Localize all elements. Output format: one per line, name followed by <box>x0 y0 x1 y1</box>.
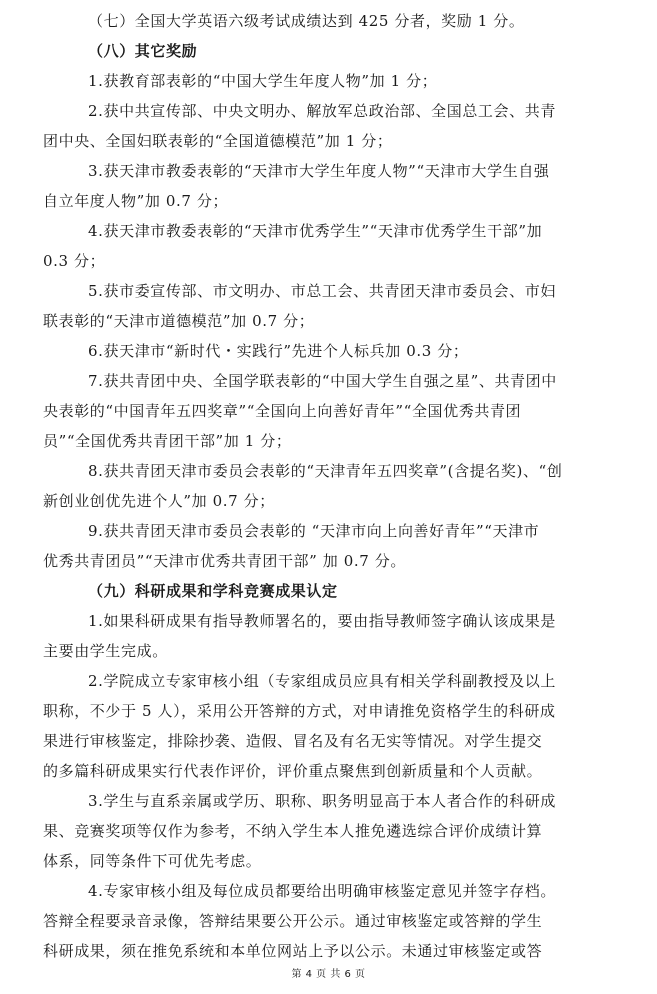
text-line: 2.学院成立专家审核小组（专家组成员应具有相关学科副教授及以上 <box>88 672 556 690</box>
text-line: 体系，同等条件下可优先考虑。 <box>43 852 262 870</box>
text-line: 央表彰的“中国青年五四奖章”“全国向上向善好青年”“全国优秀共青团 <box>43 402 522 420</box>
text-line: 4.专家审核小组及每位成员都要给出明确审核鉴定意见并签字存档。 <box>88 882 556 900</box>
text-line: 1.获教育部表彰的“中国大学生年度人物”加 1 分； <box>88 72 438 90</box>
text-line: 3.获天津市教委表彰的“天津市大学生年度人物”“天津市大学生自强 <box>88 162 550 180</box>
text-line: 科研成果，须在推免系统和本单位网站上予以公示。未通过审核鉴定或答 <box>43 942 543 960</box>
text-line: 0.3 分； <box>43 252 106 270</box>
text-line: 7.获共青团中央、全国学联表彰的“中国大学生自强之星”、共青团中 <box>88 372 557 390</box>
text-line: 果、竞赛奖项等仅作为参考，不纳入学生本人推免遴选综合评价成绩计算 <box>43 822 543 840</box>
text-line: 果进行审核鉴定，排除抄袭、造假、冒名及有名无实等情况。对学生提交 <box>43 732 543 750</box>
text-line: 8.获共青团天津市委员会表彰的“天津青年五四奖章”(含提名奖)、“创 <box>88 462 563 480</box>
text-line: 答辩全程要录音录像，答辩结果要公开公示。通过审核鉴定或答辩的学生 <box>43 912 543 930</box>
text-line: （七）全国大学英语六级考试成绩达到 425 分者，奖励 1 分。 <box>88 12 525 30</box>
text-line: 新创业创优先进个人”加 0.7 分； <box>43 492 275 510</box>
text-line: 3.学生与直系亲属或学历、职称、职务明显高于本人者合作的科研成 <box>88 792 556 810</box>
section-heading: （八）其它奖励 <box>88 42 198 60</box>
page-number: 第 4 页 共 6 页 <box>291 969 366 980</box>
section-heading: （九）科研成果和学科竞赛成果认定 <box>88 582 338 600</box>
text-line: 5.获市委宣传部、市文明办、市总工会、共青团天津市委员会、市妇 <box>88 282 556 300</box>
text-line: 4.获天津市教委表彰的“天津市优秀学生”“天津市优秀学生干部”加 <box>88 222 543 240</box>
text-line: 6.获天津市“新时代・实践行”先进个人标兵加 0.3 分； <box>88 342 469 360</box>
text-line: 主要由学生完成。 <box>43 642 168 660</box>
text-line: 2.获中共宣传部、中央文明办、解放军总政治部、全国总工会、共青 <box>88 102 556 120</box>
text-line: 团中央、全国妇联表彰的“全国道德模范”加 1 分； <box>43 132 393 150</box>
text-line: 联表彰的“天津市道德模范”加 0.7 分； <box>43 312 315 330</box>
text-line: 自立年度人物”加 0.7 分； <box>43 192 229 210</box>
text-line: 职称，不少于 5 人），采用公开答辩的方式，对申请推免资格学生的科研成 <box>43 702 556 720</box>
text-line: 9.获共青团天津市委员会表彰的 “天津市向上向善好青年”“天津市 <box>88 522 540 540</box>
text-line: 的多篇科研成果实行代表作评价，评价重点聚焦到创新质量和个人贡献。 <box>43 762 543 780</box>
text-line: 1.如果科研成果有指导教师署名的，要由指导教师签字确认该成果是 <box>88 612 556 630</box>
text-line: 员”“全国优秀共青团干部”加 1 分； <box>43 432 292 450</box>
text-line: 优秀共青团员”“天津市优秀共青团干部” 加 0.7 分。 <box>43 552 406 570</box>
